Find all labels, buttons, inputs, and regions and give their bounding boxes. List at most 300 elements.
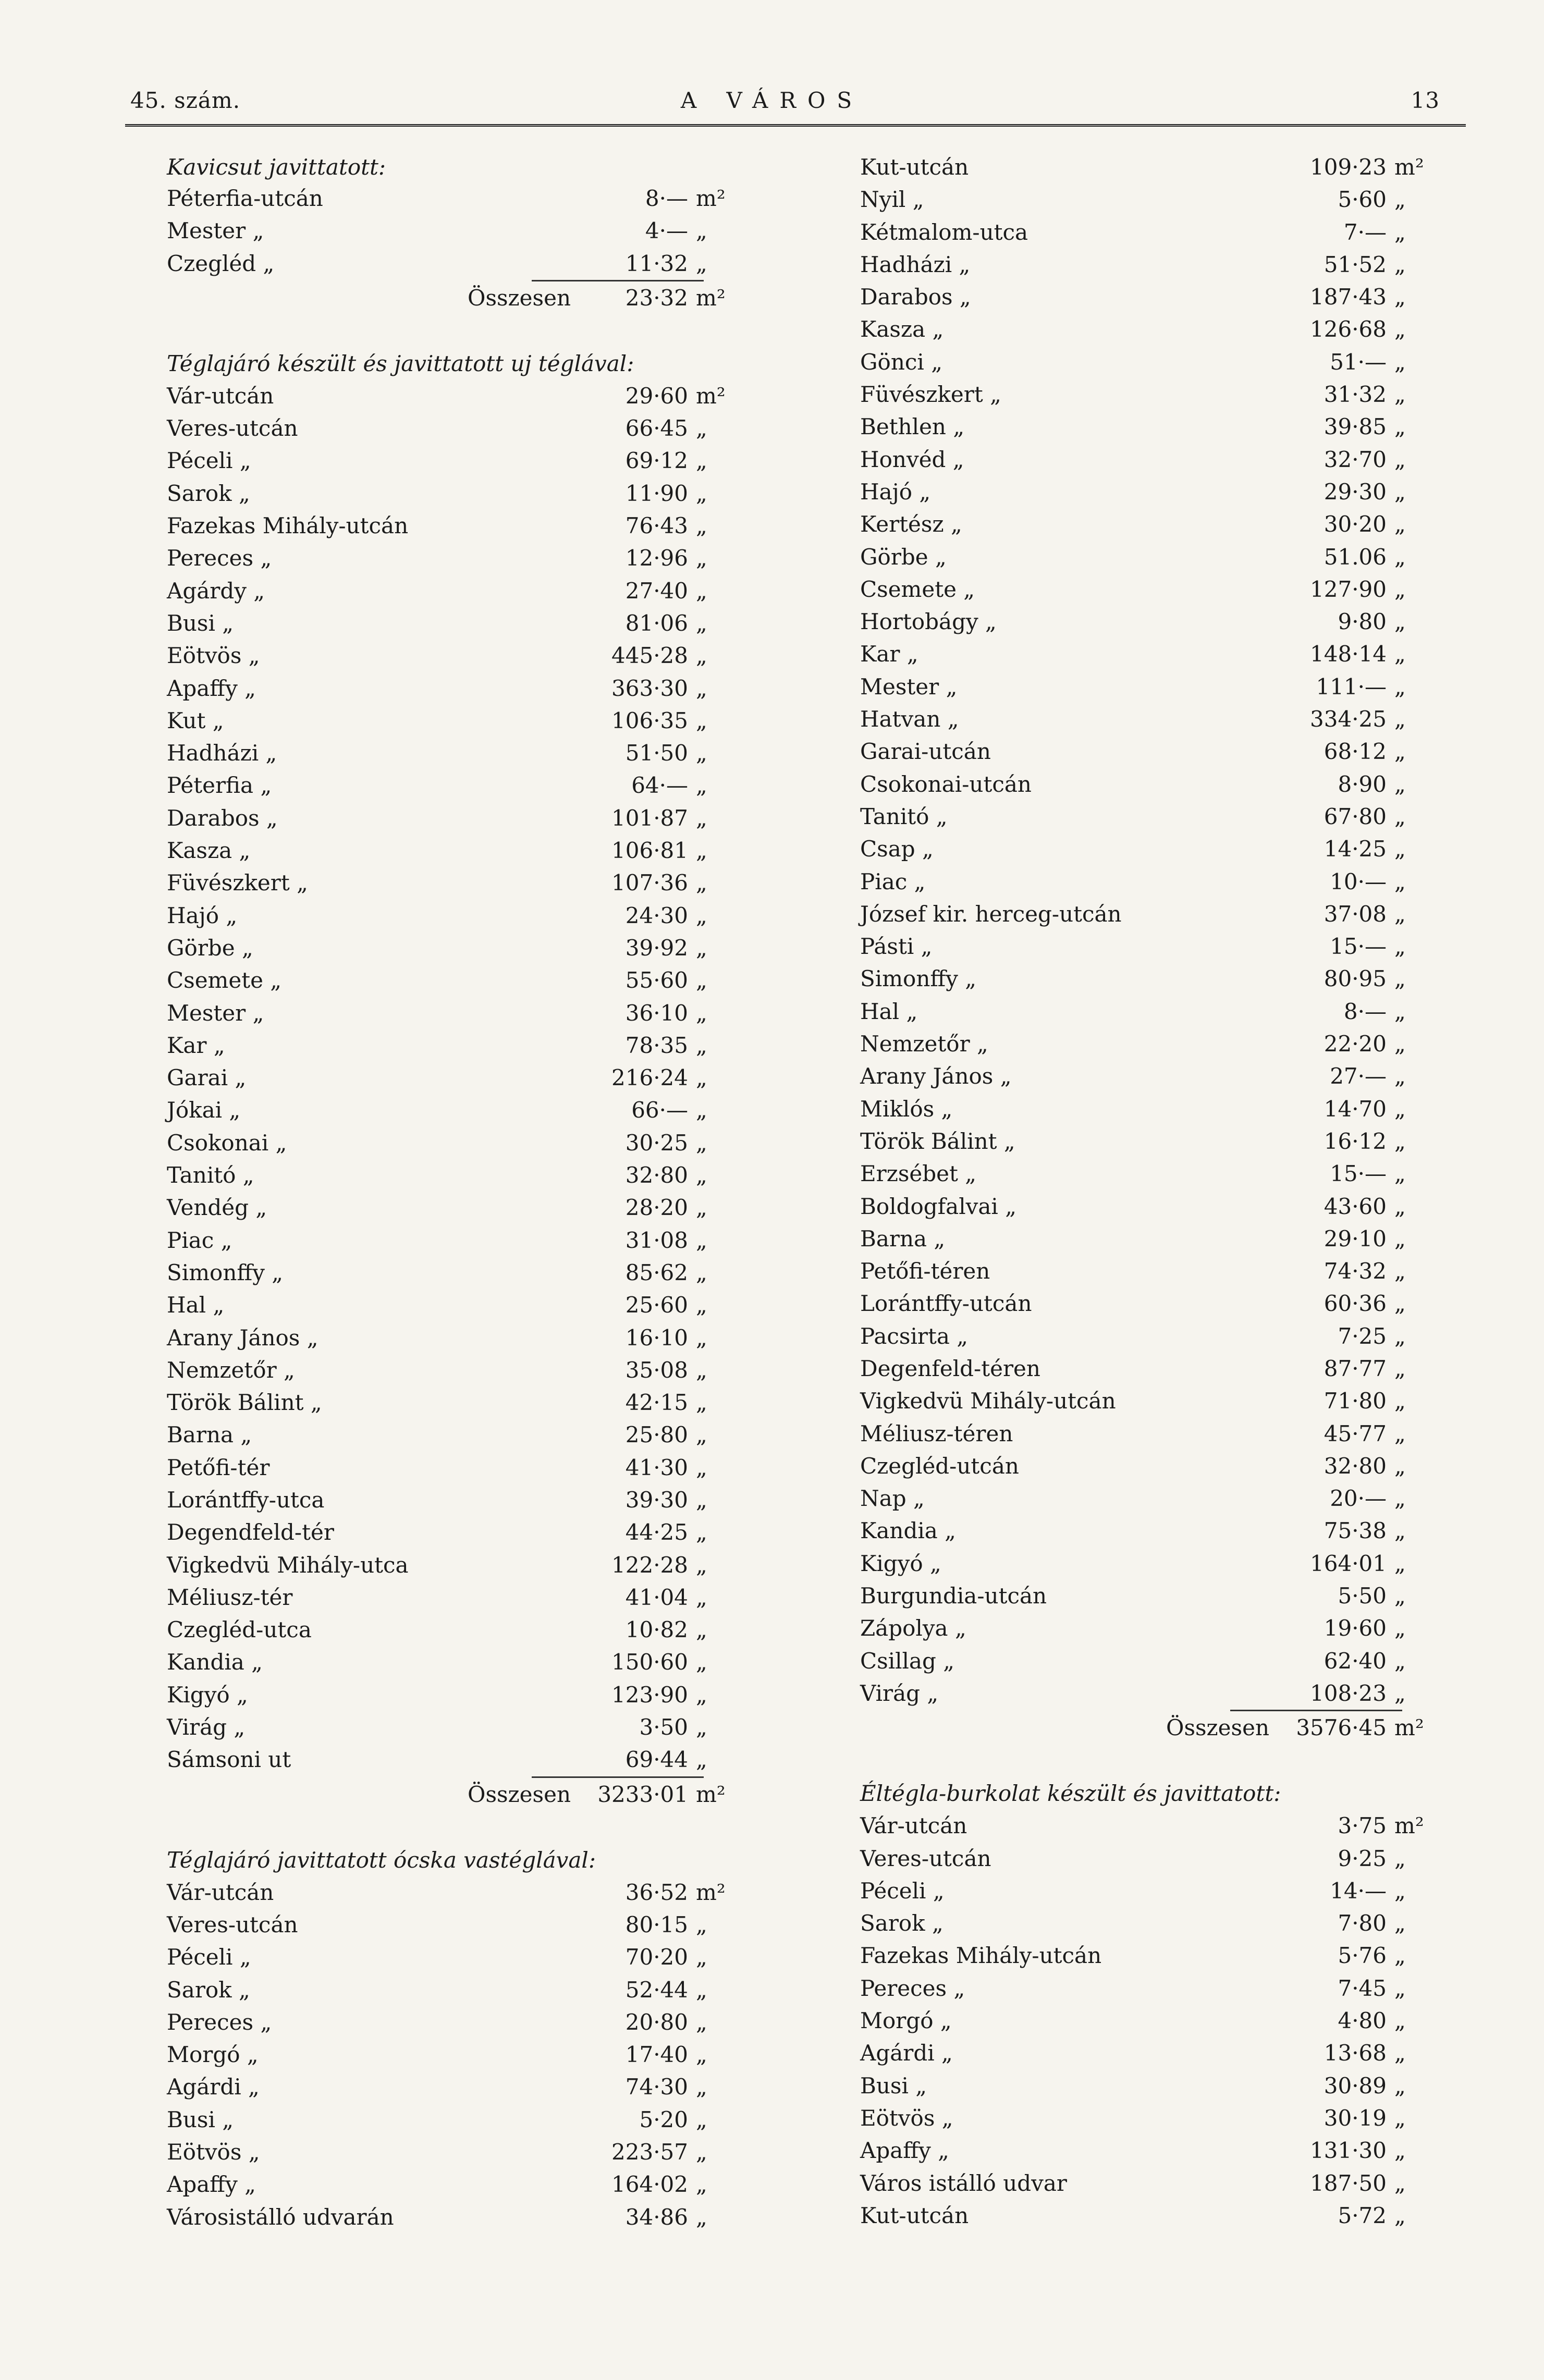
- table-row: [860, 1548, 1444, 1580]
- table-row: [167, 1159, 745, 1192]
- table-row: [167, 900, 745, 932]
- area-value: 60·36: [1324, 1291, 1387, 1317]
- area-unit: „: [696, 1649, 707, 1675]
- area-value: 13·68: [1324, 2040, 1387, 2066]
- area-value: 32·80: [625, 1162, 688, 1188]
- area-value: 51·50: [625, 740, 688, 766]
- area-value: 39·30: [625, 1487, 688, 1513]
- right-column: [860, 151, 1444, 2232]
- area-unit: „: [696, 967, 707, 993]
- area-value: 164·02: [611, 2172, 688, 2198]
- area-unit: „: [1394, 1096, 1406, 1122]
- area-unit: „: [1394, 1910, 1406, 1936]
- area-value: 44·25: [625, 1519, 688, 1545]
- street-name: Agárdi „: [167, 2074, 260, 2100]
- area-unit: „: [1394, 1193, 1406, 1219]
- street-name: Piac „: [860, 868, 926, 894]
- table-row: [860, 1158, 1444, 1190]
- area-unit: „: [1394, 2138, 1406, 2164]
- area-value: 17·40: [625, 2042, 688, 2068]
- area-value: 106·35: [611, 707, 688, 733]
- table-row: [167, 1127, 745, 1159]
- area-unit: m²: [696, 186, 726, 211]
- table-row: [167, 1484, 745, 1516]
- street-name: Fazekas Mihály-utcán: [860, 1943, 1102, 1969]
- area-unit: „: [1394, 1943, 1406, 1969]
- area-unit: „: [696, 218, 707, 244]
- table-row: [860, 833, 1444, 865]
- area-unit: „: [1394, 1518, 1406, 1544]
- street-name: Városistálló udvarán: [167, 2204, 394, 2230]
- street-name: Kandia „: [167, 1649, 263, 1675]
- area-unit: „: [696, 1519, 707, 1545]
- street-name: Füvészkert „: [167, 870, 308, 896]
- street-name: Vár-utcán: [860, 1813, 967, 1839]
- street-name: Erzsébet „: [860, 1161, 977, 1187]
- area-unit: „: [696, 1911, 707, 1937]
- area-unit: „: [696, 1487, 707, 1513]
- street-name: Simonffy „: [860, 966, 977, 992]
- area-unit: „: [696, 2172, 707, 2198]
- area-unit: „: [1394, 966, 1406, 992]
- area-value: 30·25: [625, 1130, 688, 1156]
- table-row: [167, 867, 745, 899]
- street-name: Sarok „: [167, 480, 250, 506]
- area-unit: „: [1394, 1420, 1406, 1446]
- area-value: 51·—: [1330, 349, 1387, 375]
- area-value: 5·20: [639, 2106, 688, 2132]
- area-unit: „: [696, 1000, 707, 1026]
- table-row: [860, 1843, 1444, 1875]
- table-row: [167, 1224, 745, 1257]
- area-value: 9·80: [1338, 609, 1387, 635]
- area-value: 131·30: [1310, 2138, 1387, 2164]
- area-unit: „: [1394, 1453, 1406, 1479]
- area-unit: „: [696, 1747, 707, 1773]
- table-row: [167, 1679, 745, 1711]
- area-unit: „: [696, 2009, 707, 2035]
- table-row: [860, 1580, 1444, 1612]
- area-value: 62·40: [1324, 1648, 1387, 1674]
- total-value: 3233·01: [597, 1781, 688, 1807]
- area-value: 28·20: [625, 1195, 688, 1221]
- area-value: 29·60: [625, 383, 688, 409]
- area-value: 25·60: [625, 1292, 688, 1318]
- area-value: 37·08: [1324, 901, 1387, 927]
- area-unit: „: [1394, 1583, 1406, 1609]
- publication-title: A VÁROS: [680, 88, 864, 113]
- table-row: [860, 866, 1444, 898]
- street-name: Vigkedvü Mihály-utcán: [860, 1388, 1116, 1414]
- street-name: Czegléd „: [167, 250, 275, 276]
- street-name: Fazekas Mihály-utcán: [167, 513, 409, 539]
- table-row: [860, 2200, 1444, 2232]
- table-row: [860, 606, 1444, 638]
- table-row: [860, 1093, 1444, 1125]
- street-name: Eötvös „: [167, 643, 260, 669]
- table-row: [860, 1385, 1444, 1417]
- area-value: 7·—: [1343, 219, 1387, 245]
- area-value: 67·80: [1324, 803, 1387, 829]
- area-value: 68·12: [1324, 739, 1387, 765]
- table-row: [167, 1354, 745, 1387]
- area-value: 24·30: [625, 902, 688, 928]
- area-value: 7·80: [1338, 1910, 1387, 1936]
- area-value: 22·20: [1324, 1031, 1387, 1057]
- area-value: 4·—: [645, 218, 688, 244]
- area-value: 69·12: [625, 448, 688, 474]
- table-row: [860, 671, 1444, 703]
- street-name: Kar „: [860, 641, 918, 667]
- street-name: Hatvan „: [860, 706, 959, 732]
- area-value: 51.06: [1324, 544, 1387, 570]
- area-unit: „: [1394, 1323, 1406, 1349]
- table-row: [167, 1419, 745, 1451]
- area-unit: „: [1394, 446, 1406, 472]
- table-row: [167, 215, 745, 247]
- section-title: Téglajáró javittatott ócska vastéglával:: [167, 1847, 596, 1873]
- table-row: [167, 2104, 745, 2136]
- street-name: Nemzetőr „: [860, 1031, 988, 1057]
- area-unit: „: [696, 1454, 707, 1480]
- street-name: Gönci „: [860, 349, 942, 375]
- table-row: [860, 2005, 1444, 2037]
- area-value: 16·10: [625, 1324, 688, 1351]
- area-value: 148·14: [1310, 641, 1387, 667]
- area-unit: „: [1394, 1031, 1406, 1057]
- area-unit: „: [1394, 706, 1406, 732]
- area-value: 3·50: [639, 1714, 688, 1740]
- table-row: [860, 1353, 1444, 1385]
- area-unit: „: [1394, 836, 1406, 862]
- table-row: [167, 672, 745, 705]
- area-unit: „: [696, 740, 707, 766]
- area-value: 14·70: [1324, 1096, 1387, 1122]
- table-row: [167, 1094, 745, 1126]
- table-row: [167, 1941, 745, 1973]
- area-unit: „: [1394, 187, 1406, 213]
- area-value: 42·15: [625, 1390, 688, 1416]
- area-unit: „: [1394, 349, 1406, 375]
- street-name: Honvéd „: [860, 446, 964, 472]
- street-name: Kut „: [167, 707, 224, 733]
- area-unit: „: [1394, 901, 1406, 927]
- area-value: 16·12: [1324, 1128, 1387, 1154]
- total-value: 23·32: [625, 285, 688, 311]
- table-row: [167, 1062, 745, 1094]
- area-value: 11·32: [625, 250, 688, 276]
- table-row: [167, 997, 745, 1029]
- area-unit: „: [1394, 1845, 1406, 1871]
- area-unit: „: [1394, 1486, 1406, 1512]
- area-value: 187·50: [1310, 2170, 1387, 2196]
- table-row: [167, 769, 745, 802]
- table-row: [860, 1287, 1444, 1320]
- street-name: Kar „: [167, 1032, 225, 1058]
- area-value: 123·90: [611, 1682, 688, 1708]
- street-name: Czegléd-utca: [167, 1617, 312, 1643]
- street-name: Veres-utcán: [167, 1911, 298, 1937]
- area-value: 15·—: [1330, 934, 1387, 960]
- area-value: 150·60: [611, 1649, 688, 1675]
- area-value: 66·—: [631, 1097, 688, 1123]
- table-row: [167, 542, 745, 574]
- area-unit: „: [1394, 1550, 1406, 1576]
- total-row: [167, 1776, 745, 1813]
- area-value: 216·24: [611, 1065, 688, 1091]
- street-name: Kut-utcán: [860, 154, 969, 180]
- street-name: Vigkedvü Mihály-utca: [167, 1552, 409, 1578]
- area-unit: „: [696, 578, 707, 604]
- street-name: Hal „: [860, 998, 918, 1024]
- street-name: Török Bálint „: [167, 1390, 322, 1416]
- street-name: Morgó „: [167, 2042, 259, 2068]
- section-gap: [860, 1746, 1444, 1777]
- area-value: 10·82: [625, 1617, 688, 1643]
- street-name: Lorántffy-utca: [167, 1487, 325, 1513]
- area-value: 66·45: [625, 415, 688, 441]
- table-row: [167, 2006, 745, 2039]
- area-unit: „: [1394, 1615, 1406, 1641]
- area-unit: „: [696, 2106, 707, 2132]
- table-row: [860, 151, 1444, 183]
- area-value: 76·43: [625, 513, 688, 539]
- table-row: [167, 1322, 745, 1354]
- table-row: [860, 249, 1444, 281]
- area-unit: „: [1394, 1128, 1406, 1154]
- table-row: [860, 1028, 1444, 1060]
- table-row: [167, 575, 745, 607]
- area-unit: m²: [696, 1879, 726, 1905]
- area-value: 14·25: [1324, 836, 1387, 862]
- street-name: Busi „: [860, 2072, 927, 2099]
- street-name: Vendég „: [167, 1195, 267, 1221]
- table-row: [860, 1255, 1444, 1287]
- area-unit: „: [696, 2074, 707, 2100]
- street-name: Hal „: [167, 1292, 225, 1318]
- area-unit: „: [696, 935, 707, 961]
- area-value: 164·01: [1310, 1550, 1387, 1576]
- street-name: Busi „: [167, 610, 234, 636]
- area-unit: „: [1394, 1975, 1406, 2001]
- area-unit: „: [696, 1552, 707, 1578]
- table-row: [167, 640, 745, 672]
- street-name: Mester „: [167, 218, 264, 244]
- area-unit: „: [1394, 479, 1406, 505]
- area-unit: „: [696, 1944, 707, 1970]
- area-unit: „: [696, 448, 707, 474]
- area-value: 31·32: [1324, 382, 1387, 408]
- area-value: 41·30: [625, 1454, 688, 1480]
- area-unit: „: [1394, 2072, 1406, 2099]
- street-name: Péceli „: [860, 1878, 945, 1904]
- area-value: 80·15: [625, 1911, 688, 1937]
- total-unit: m²: [696, 285, 726, 311]
- area-value: 30·19: [1324, 2105, 1387, 2131]
- street-name: Bethlen „: [860, 414, 965, 440]
- area-value: 29·30: [1324, 479, 1387, 505]
- area-unit: „: [696, 610, 707, 636]
- street-name: Görbe „: [860, 544, 947, 570]
- table-row: [167, 1876, 745, 1909]
- area-unit: „: [1394, 251, 1406, 277]
- street-name: Pacsirta „: [860, 1323, 969, 1349]
- area-value: 15·—: [1330, 1161, 1387, 1187]
- table-row: [860, 996, 1444, 1028]
- area-value: 52·44: [625, 1977, 688, 2003]
- street-name: Tanitó „: [860, 803, 948, 829]
- table-row: [860, 573, 1444, 606]
- table-row: [860, 411, 1444, 443]
- street-name: Csokonai „: [167, 1130, 287, 1156]
- area-value: 122·28: [611, 1552, 688, 1578]
- area-value: 111·—: [1316, 673, 1387, 700]
- street-name: Simonffy „: [167, 1259, 284, 1285]
- area-unit: „: [696, 870, 707, 896]
- area-value: 10·—: [1330, 868, 1387, 894]
- area-value: 5·76: [1338, 1943, 1387, 1969]
- area-unit: „: [696, 480, 707, 506]
- area-value: 7·25: [1338, 1323, 1387, 1349]
- street-name: Barna „: [860, 1225, 946, 1252]
- total-label: Összesen: [1166, 1715, 1269, 1741]
- area-value: 36·10: [625, 1000, 688, 1026]
- area-value: 126·68: [1310, 316, 1387, 342]
- area-value: 36·52: [625, 1879, 688, 1905]
- total-value: 3576·45: [1296, 1715, 1387, 1741]
- table-row: [860, 1907, 1444, 1940]
- area-value: 9·25: [1338, 1845, 1387, 1871]
- area-value: 81·06: [625, 610, 688, 636]
- area-unit: „: [1394, 511, 1406, 537]
- area-unit: „: [1394, 284, 1406, 310]
- street-name: Kut-utcán: [860, 2202, 969, 2228]
- area-value: 74·32: [1324, 1258, 1387, 1284]
- area-unit: „: [696, 415, 707, 441]
- area-value: 108·23: [1310, 1680, 1387, 1706]
- table-row: [167, 2201, 745, 2234]
- area-value: 106·81: [611, 838, 688, 864]
- area-unit: „: [1394, 1680, 1406, 1706]
- table-row: [167, 737, 745, 769]
- area-unit: „: [1394, 2170, 1406, 2196]
- area-value: 127·90: [1310, 576, 1387, 602]
- street-name: Csillag „: [860, 1648, 955, 1674]
- street-name: Város istálló udvar: [860, 2170, 1067, 2196]
- table-row: [167, 445, 745, 477]
- street-name: Méliusz-tér: [167, 1584, 293, 1610]
- area-unit: „: [696, 2042, 707, 2068]
- area-unit: „: [696, 2139, 707, 2165]
- street-name: Apaffy „: [167, 675, 256, 701]
- table-row: [860, 1612, 1444, 1645]
- street-name: Péceli „: [167, 1944, 251, 1970]
- area-value: 107·36: [611, 870, 688, 896]
- total-row: [167, 280, 745, 316]
- area-unit: „: [1394, 1878, 1406, 1904]
- area-unit: „: [696, 1617, 707, 1643]
- table-row: [860, 2037, 1444, 2069]
- area-value: 31·08: [625, 1227, 688, 1253]
- table-row: [860, 2070, 1444, 2102]
- area-value: 5·50: [1338, 1583, 1387, 1609]
- street-name: Csap „: [860, 836, 934, 862]
- street-name: Veres-utcán: [860, 1845, 991, 1871]
- area-value: 363·30: [611, 675, 688, 701]
- total-label: Összesen: [468, 285, 571, 311]
- area-unit: m²: [696, 383, 726, 409]
- table-row: [860, 963, 1444, 995]
- street-name: Mester „: [860, 673, 958, 700]
- total-row: [860, 1710, 1444, 1746]
- table-row: [860, 1972, 1444, 2005]
- area-value: 51·52: [1324, 251, 1387, 277]
- table-row: [860, 1450, 1444, 1482]
- table-row: [860, 346, 1444, 378]
- street-name: Lorántffy-utcán: [860, 1291, 1032, 1317]
- area-value: 223·57: [611, 2139, 688, 2165]
- area-unit: m²: [1394, 1813, 1424, 1839]
- table-row: [860, 508, 1444, 541]
- area-value: 27·—: [1330, 1063, 1387, 1089]
- table-row: [860, 2102, 1444, 2134]
- table-row: [860, 1191, 1444, 1223]
- street-name: Hajó „: [167, 902, 238, 928]
- area-unit: „: [696, 1357, 707, 1383]
- area-value: 45·77: [1324, 1420, 1387, 1446]
- area-unit: „: [696, 545, 707, 571]
- area-value: 35·08: [625, 1357, 688, 1383]
- area-value: 27·40: [625, 578, 688, 604]
- area-value: 55·60: [625, 967, 688, 993]
- street-name: Agárdi „: [860, 2040, 953, 2066]
- area-value: 187·43: [1310, 284, 1387, 310]
- street-name: Apaffy „: [167, 2172, 256, 2198]
- street-name: Morgó „: [860, 2008, 952, 2034]
- street-name: Burgundia-utcán: [860, 1583, 1047, 1609]
- area-unit: „: [696, 1130, 707, 1156]
- area-unit: „: [696, 1977, 707, 2003]
- street-name: Méliusz-téren: [860, 1420, 1013, 1446]
- street-name: Veres-utcán: [167, 415, 298, 441]
- table-row: [860, 1482, 1444, 1515]
- area-value: 445·28: [611, 643, 688, 669]
- table-row: [167, 1711, 745, 1744]
- section-title: Éltégla-burkolat készült és javittatott:: [860, 1781, 1281, 1807]
- street-name: Nyil „: [860, 187, 924, 213]
- street-name: Hajó „: [860, 479, 931, 505]
- page-number: 13: [1411, 88, 1440, 113]
- area-value: 20·80: [625, 2009, 688, 2035]
- street-name: Csemete „: [167, 967, 282, 993]
- area-value: 5·72: [1338, 2202, 1387, 2228]
- table-row: [860, 1418, 1444, 1450]
- table-row: [167, 412, 745, 445]
- area-unit: „: [1394, 2040, 1406, 2066]
- street-name: Pereces „: [860, 1975, 965, 2001]
- area-unit: „: [696, 1227, 707, 1253]
- table-row: [860, 378, 1444, 411]
- total-unit: m²: [696, 1781, 726, 1807]
- area-unit: „: [696, 1390, 707, 1416]
- street-name: Péterfia-utcán: [167, 186, 323, 211]
- table-row: [167, 705, 745, 737]
- total-unit: m²: [1394, 1715, 1424, 1741]
- street-name: Mester „: [167, 1000, 264, 1026]
- table-row: [167, 2136, 745, 2168]
- table-row: [167, 2039, 745, 2071]
- street-name: Czegléd-utcán: [860, 1453, 1019, 1479]
